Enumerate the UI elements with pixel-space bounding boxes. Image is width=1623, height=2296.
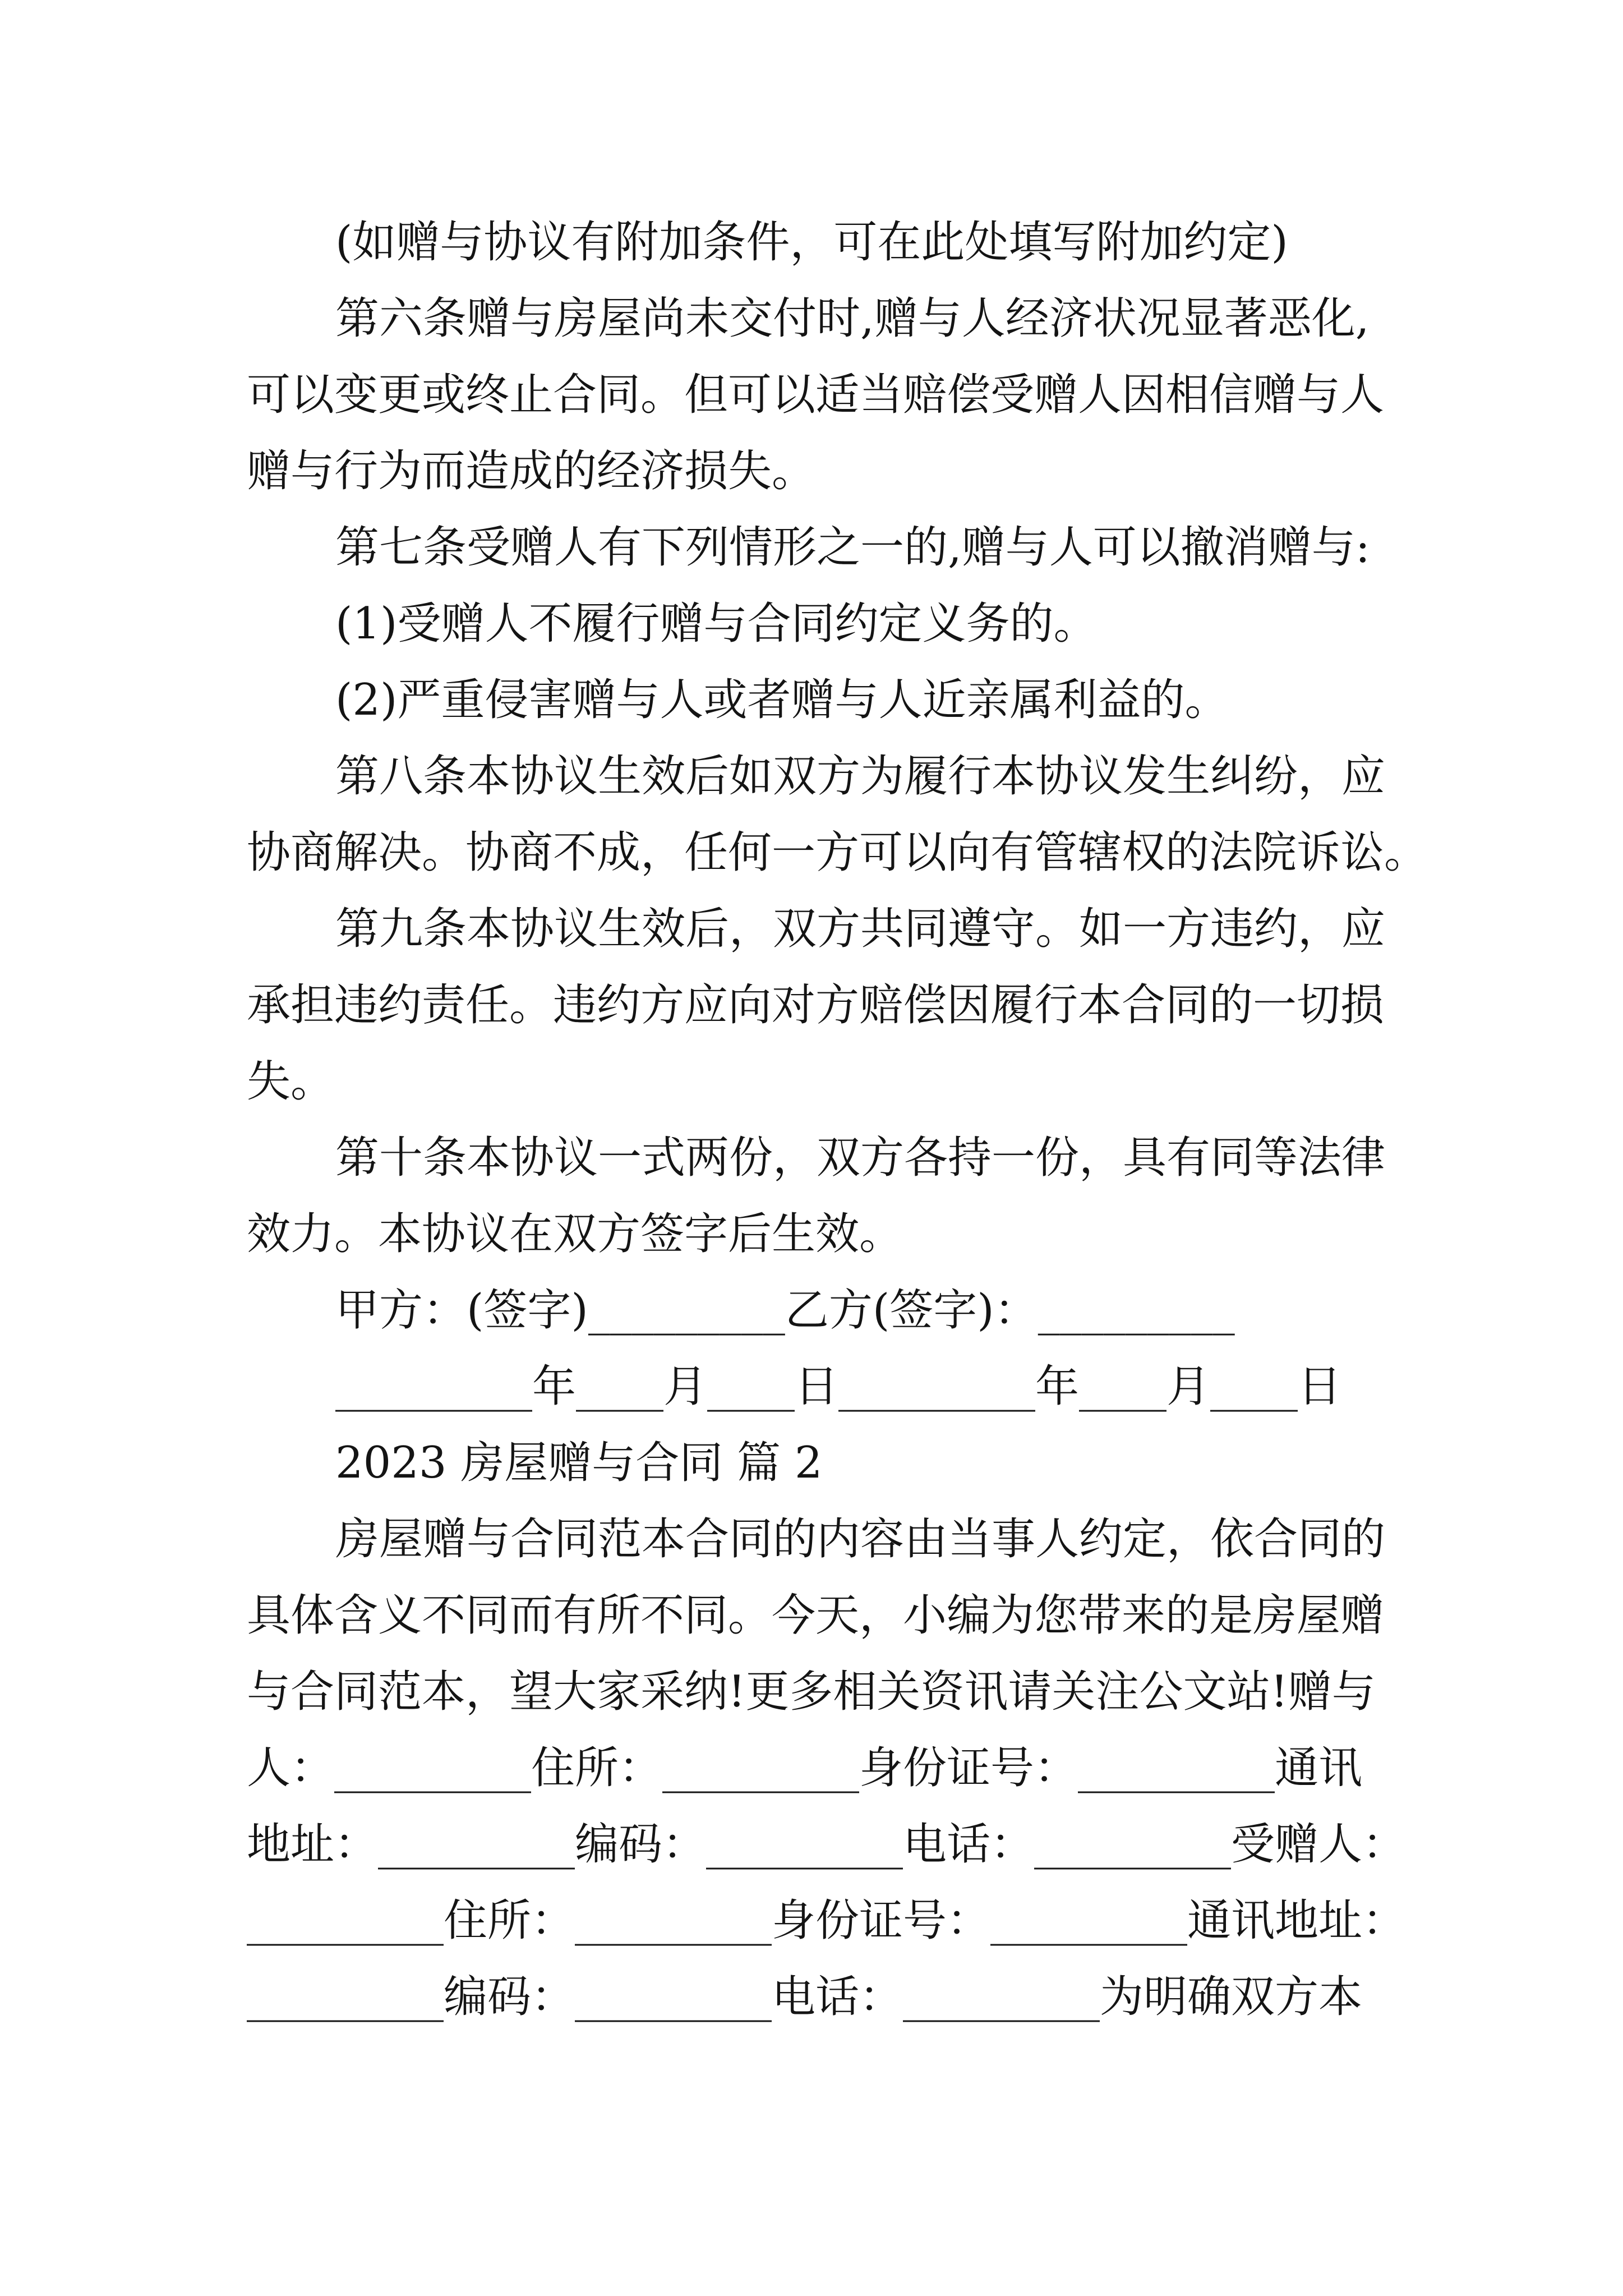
document-line: 人：_________住所：_________身份证号：_________通讯 xyxy=(247,1743,1363,1793)
document-line: 第八条本协议生效后如双方为履行本协议发生纠纷，应 xyxy=(335,751,1386,802)
document-line: 协商解决。协商不成，任何一方可以向有管辖权的法院诉讼。 xyxy=(247,827,1428,878)
document-line: 与合同范本，望大家采纳!更多相关资讯请关注公文站!赠与 xyxy=(247,1667,1376,1717)
document-line: 具体含义不同而有所不同。今天，小编为您带来的是房屋赠 xyxy=(247,1590,1385,1641)
document-line: 效力。本协议在双方签字后生效。 xyxy=(247,1209,903,1259)
document-line: 第九条本协议生效后，双方共同遵守。如一方违约，应 xyxy=(335,904,1386,954)
document-line: 第十条本协议一式两份，双方各持一份，具有同等法律 xyxy=(335,1133,1386,1183)
document-line: _________住所：_________身份证号：_________通讯地址： xyxy=(247,1895,1407,1946)
document-line: 赠与行为而造成的经济损失。 xyxy=(247,446,816,496)
document-line: (2)严重侵害赠与人或者赠与人近亲属利益的。 xyxy=(335,675,1229,725)
document-line: 地址：_________编码：_________电话：_________受赠人： xyxy=(247,1819,1407,1870)
document-line: 承担违约责任。违约方应向对方赔偿因履行本合同的一切损 xyxy=(247,980,1385,1030)
document-line: (1)受赠人不履行赠与合同约定义务的。 xyxy=(335,599,1098,649)
document-line: 第六条赠与房屋尚未交付时,赠与人经济状况显著恶化, xyxy=(335,293,1370,344)
document-line: _________编码：_________电话：_________为明确双方本 xyxy=(247,1972,1363,2022)
document-line: 可以变更或终止合同。但可以适当赔偿受赠人因相信赠与人 xyxy=(247,370,1385,420)
document-line: 第七条受赠人有下列情形之一的,赠与人可以撤消赠与: xyxy=(335,522,1371,573)
signature-line: 甲方：(签字)_________乙方(签字)：_________ xyxy=(335,1285,1235,1336)
date-line: _________年____月____日_________年____月____日 xyxy=(335,1361,1342,1412)
document-line: 房屋赠与合同范本合同的内容由当事人约定，依合同的 xyxy=(335,1514,1386,1565)
document-line: 失。 xyxy=(247,1056,335,1107)
document-line: (如赠与协议有附加条件，可在此处填写附加约定) xyxy=(335,217,1288,268)
section-heading: 2023 房屋赠与合同 篇 2 xyxy=(335,1438,823,1488)
document-body xyxy=(0,204,1623,2035)
